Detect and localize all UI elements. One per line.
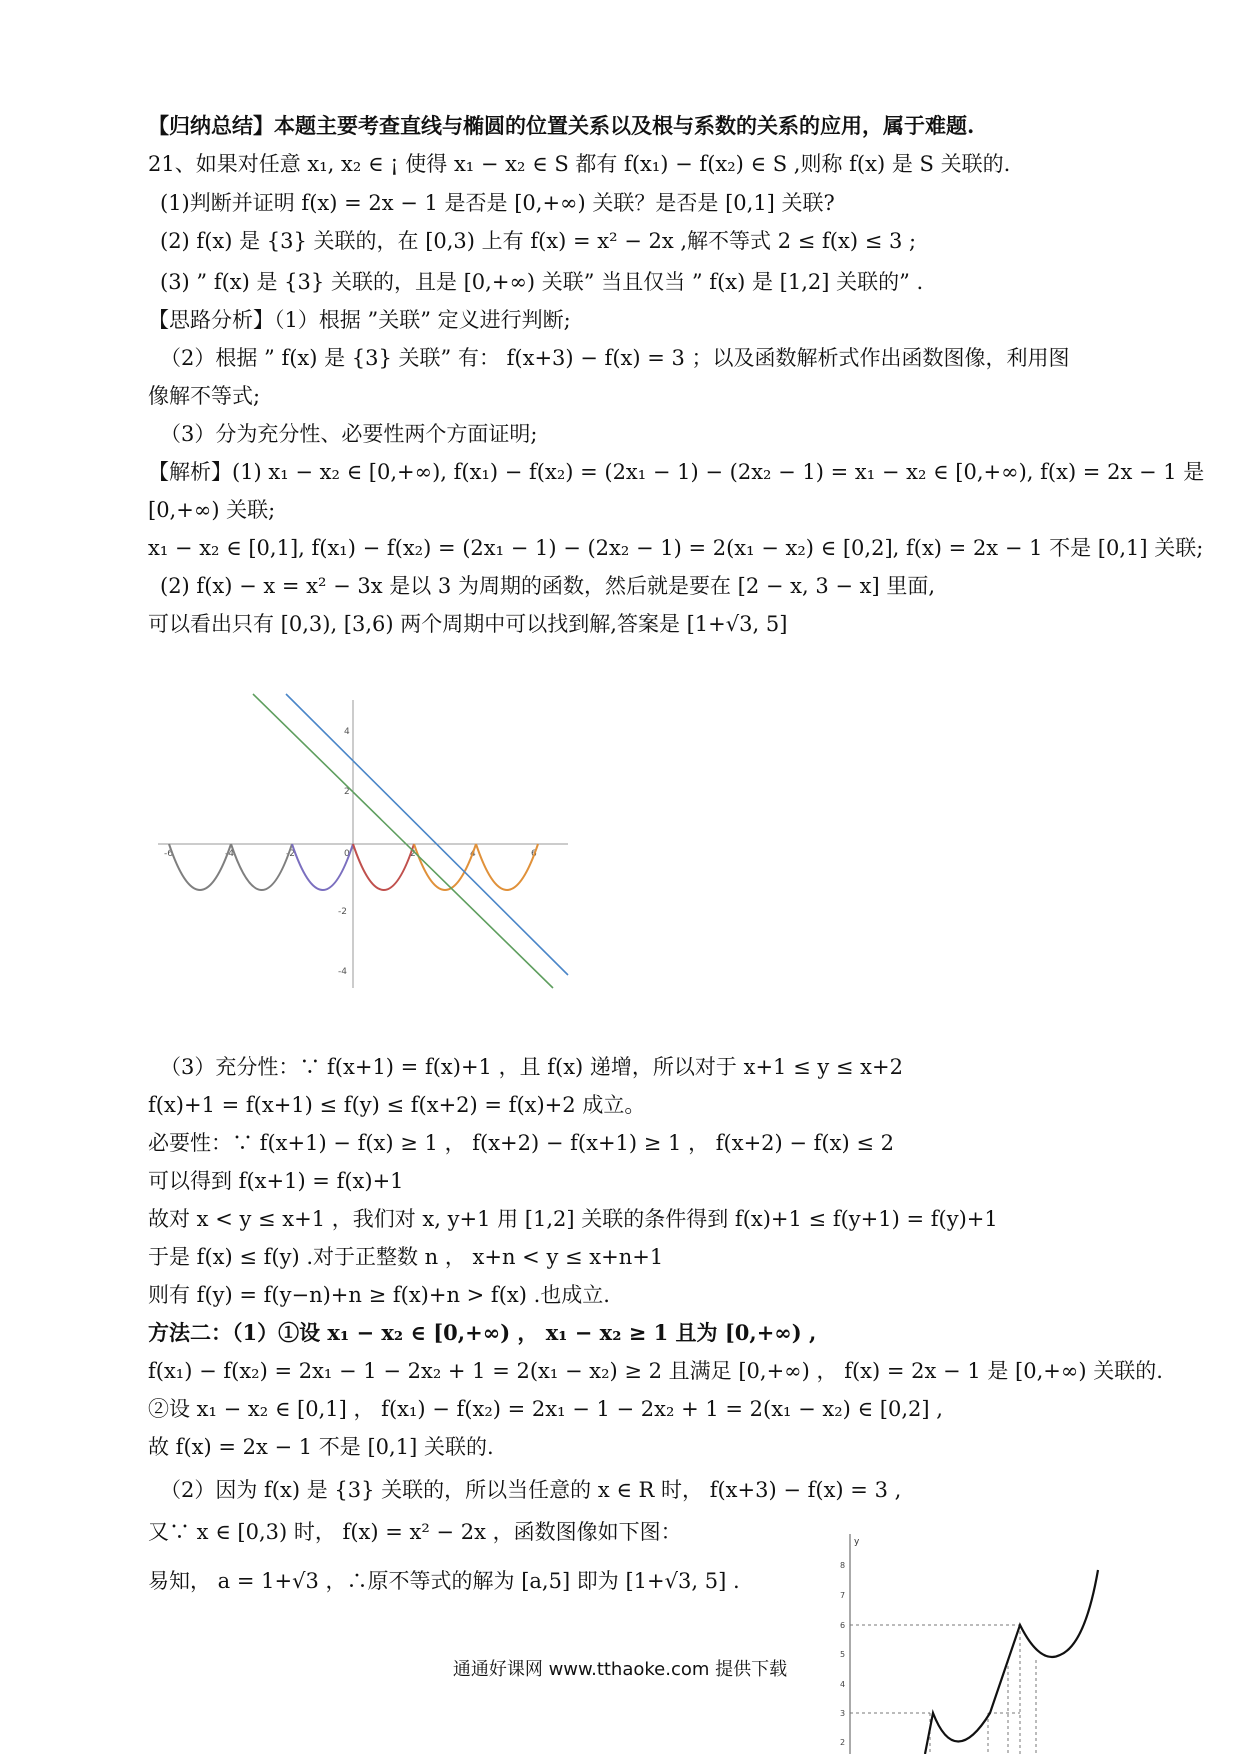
proof-sufficiency-cont: f(x)+1 = f(x+1) ≤ f(y) ≤ f(x+2) = f(x)+2 成立。 xyxy=(148,1093,646,1117)
x-tick-label: -6 xyxy=(164,849,173,859)
summary-line: 【归纳总结】本题主要考查直线与椭圆的位置关系以及根与系数的关系的应用，属于难题. xyxy=(148,113,975,138)
solution-part-2: (2) f(x) − x = x² − 3x 是以 3 为周期的函数，然后就是要在 [2 − x, 3 − x] 里面, xyxy=(160,574,936,598)
line-green xyxy=(253,694,553,988)
y-tick-label: 5 xyxy=(840,1650,846,1659)
y-tick-label: 2 xyxy=(344,787,350,797)
method-two-line-3: ②设 x₁ − x₂ ∈ [0,1] ， f(x₁) − f(x₂) = 2x₁ − 1 − 2x₂ + 1 = 2(x₁ − x₂) ∈ [0,2] , xyxy=(148,1397,943,1421)
y-tick-label: -2 xyxy=(338,907,347,917)
y-tick-label: -4 xyxy=(338,967,347,977)
x-tick-label: 2 xyxy=(410,849,416,859)
parabola-orange xyxy=(476,844,538,890)
proof-necessity-line-4: 于是 f(x) ≤ f(y) .对于正整数 n ， x+n < y ≤ x+n+1 xyxy=(148,1245,664,1269)
proof-necessity-line-2: 可以得到 f(x+1) = f(x)+1 xyxy=(148,1169,404,1193)
analysis-part-2-cont: 像解不等式; xyxy=(148,384,261,408)
method-two-part-2-line-2: 又∵ x ∈ [0,3) 时， f(x) = x² − 2x ，函数图像如下图： xyxy=(148,1520,682,1544)
problem-part-2: (2) f(x) 是 {3} 关联的，在 [0,3) 上有 f(x) = x² − 2x ,解不等式 2 ≤ f(x) ≤ 3 ; xyxy=(160,229,917,253)
proof-sufficiency: （3）充分性：∵ f(x+1) = f(x)+1 ，且 f(x) 递增，所以对于 x+1 ≤ y ≤ x+2 xyxy=(160,1055,903,1079)
y-tick-label: 3 xyxy=(840,1709,846,1718)
x-tick-label: -4 xyxy=(225,849,234,859)
analysis-part-2: （2）根据 ” f(x) 是 {3} 关联” 有： f(x+3) − f(x) = 3 ；以及函数解析式作出函数图像，利用图 xyxy=(160,346,1070,370)
figure-2-graph xyxy=(830,1530,1120,1754)
line-blue xyxy=(286,694,568,975)
y-tick-label: 7 xyxy=(840,1591,846,1600)
page-footer: 通通好课网 www.tthaoke.com 提供下载 xyxy=(452,1659,788,1680)
y-tick-label: 6 xyxy=(840,1621,846,1630)
proof-necessity-line-5: 则有 f(y) = f(y−n)+n ≥ f(x)+n > f(x) .也成立. xyxy=(148,1283,610,1307)
analysis-heading: 【思路分析】（1）根据 ”关联” 定义进行判断; xyxy=(148,308,571,332)
problem-part-3: (3) ” f(x) 是 {3} 关联的，且是 [0,+∞) 关联” 当且仅当 ” f(x) 是 [1,2] 关联的” . xyxy=(160,270,924,294)
solution-part-2-answer: 可以看出只有 [0,3), [3,6) 两个周期中可以找到解,答案是 [1+√3, 5] xyxy=(148,612,788,636)
problem-part-1: (1)判断并证明 f(x) = 2x − 1 是否是 [0,+∞) 关联？是否是 [0,1] 关联? xyxy=(160,191,835,215)
x-tick-label: 6 xyxy=(531,849,537,859)
x-tick-label: 0 xyxy=(344,849,350,859)
proof-necessity: 必要性：∵ f(x+1) − f(x) ≥ 1 ， f(x+2) − f(x+1) ≥ 1 ， f(x+2) − f(x) ≤ 2 xyxy=(148,1131,894,1155)
method-two-heading: 方法二：（1）①设 x₁ − x₂ ∈ [0,+∞) ， x₁ − x₂ ≥ 1 且为 [0,+∞) , xyxy=(148,1320,817,1345)
y-tick-label: 4 xyxy=(840,1680,846,1689)
figure-1-graph xyxy=(158,690,578,990)
method-two-conclusion: 易知， a = 1+√3 ，∴原不等式的解为 [a,5] 即为 [1+√3, 5] . xyxy=(148,1569,740,1593)
proof-necessity-line-3: 故对 x < y ≤ x+1 ，我们对 x, y+1 用 [1,2] 关联的条件得到 f(x)+1 ≤ f(y+1) = f(y)+1 xyxy=(148,1207,998,1231)
solution-line-3: x₁ − x₂ ∈ [0,1], f(x₁) − f(x₂) = (2x₁ − 1) − (2x₂ − 1) = 2(x₁ − x₂) ∈ [0,2], f(x) = 2x − 1 不是 [0,1] 关联; xyxy=(148,536,1204,560)
analysis-part-3: （3）分为充分性、必要性两个方面证明; xyxy=(160,422,538,446)
parabola-gray xyxy=(231,844,292,890)
y-tick-label: 4 xyxy=(344,727,350,737)
problem-21-statement: 21、如果对任意 x₁, x₂ ∈ ¡ 使得 x₁ − x₂ ∈ S 都有 f(x₁) − f(x₂) ∈ S ,则称 f(x) 是 S 关联的. xyxy=(148,152,1011,176)
method-two-line-2: f(x₁) − f(x₂) = 2x₁ − 1 − 2x₂ + 1 = 2(x₁ − x₂) ≥ 2 且满足 [0,+∞) ， f(x) = 2x − 1 是 [0,+∞) 关联的. xyxy=(148,1359,1163,1383)
solution-line-1: 【解析】(1) x₁ − x₂ ∈ [0,+∞), f(x₁) − f(x₂) = (2x₁ − 1) − (2x₂ − 1) = x₁ − x₂ ∈ [0,+∞), f(x) = 2x − 1 是 xyxy=(148,460,1205,484)
method-two-line-4: 故 f(x) = 2x − 1 不是 [0,1] 关联的. xyxy=(148,1435,494,1459)
y-axis-label: y xyxy=(854,1537,860,1547)
x-tick-label: 4 xyxy=(470,849,476,859)
parabola-red xyxy=(353,844,414,890)
parabola-gray xyxy=(169,844,231,890)
y-tick-label: 8 xyxy=(840,1561,846,1570)
y-tick-label: 2 xyxy=(840,1738,846,1747)
x-tick-label: -2 xyxy=(286,849,295,859)
solution-line-2: [0,+∞) 关联; xyxy=(148,498,276,522)
method-two-part-2: （2）因为 f(x) 是 {3} 关联的，所以当任意的 x ∈ R 时， f(x+3) − f(x) = 3 , xyxy=(160,1478,902,1502)
